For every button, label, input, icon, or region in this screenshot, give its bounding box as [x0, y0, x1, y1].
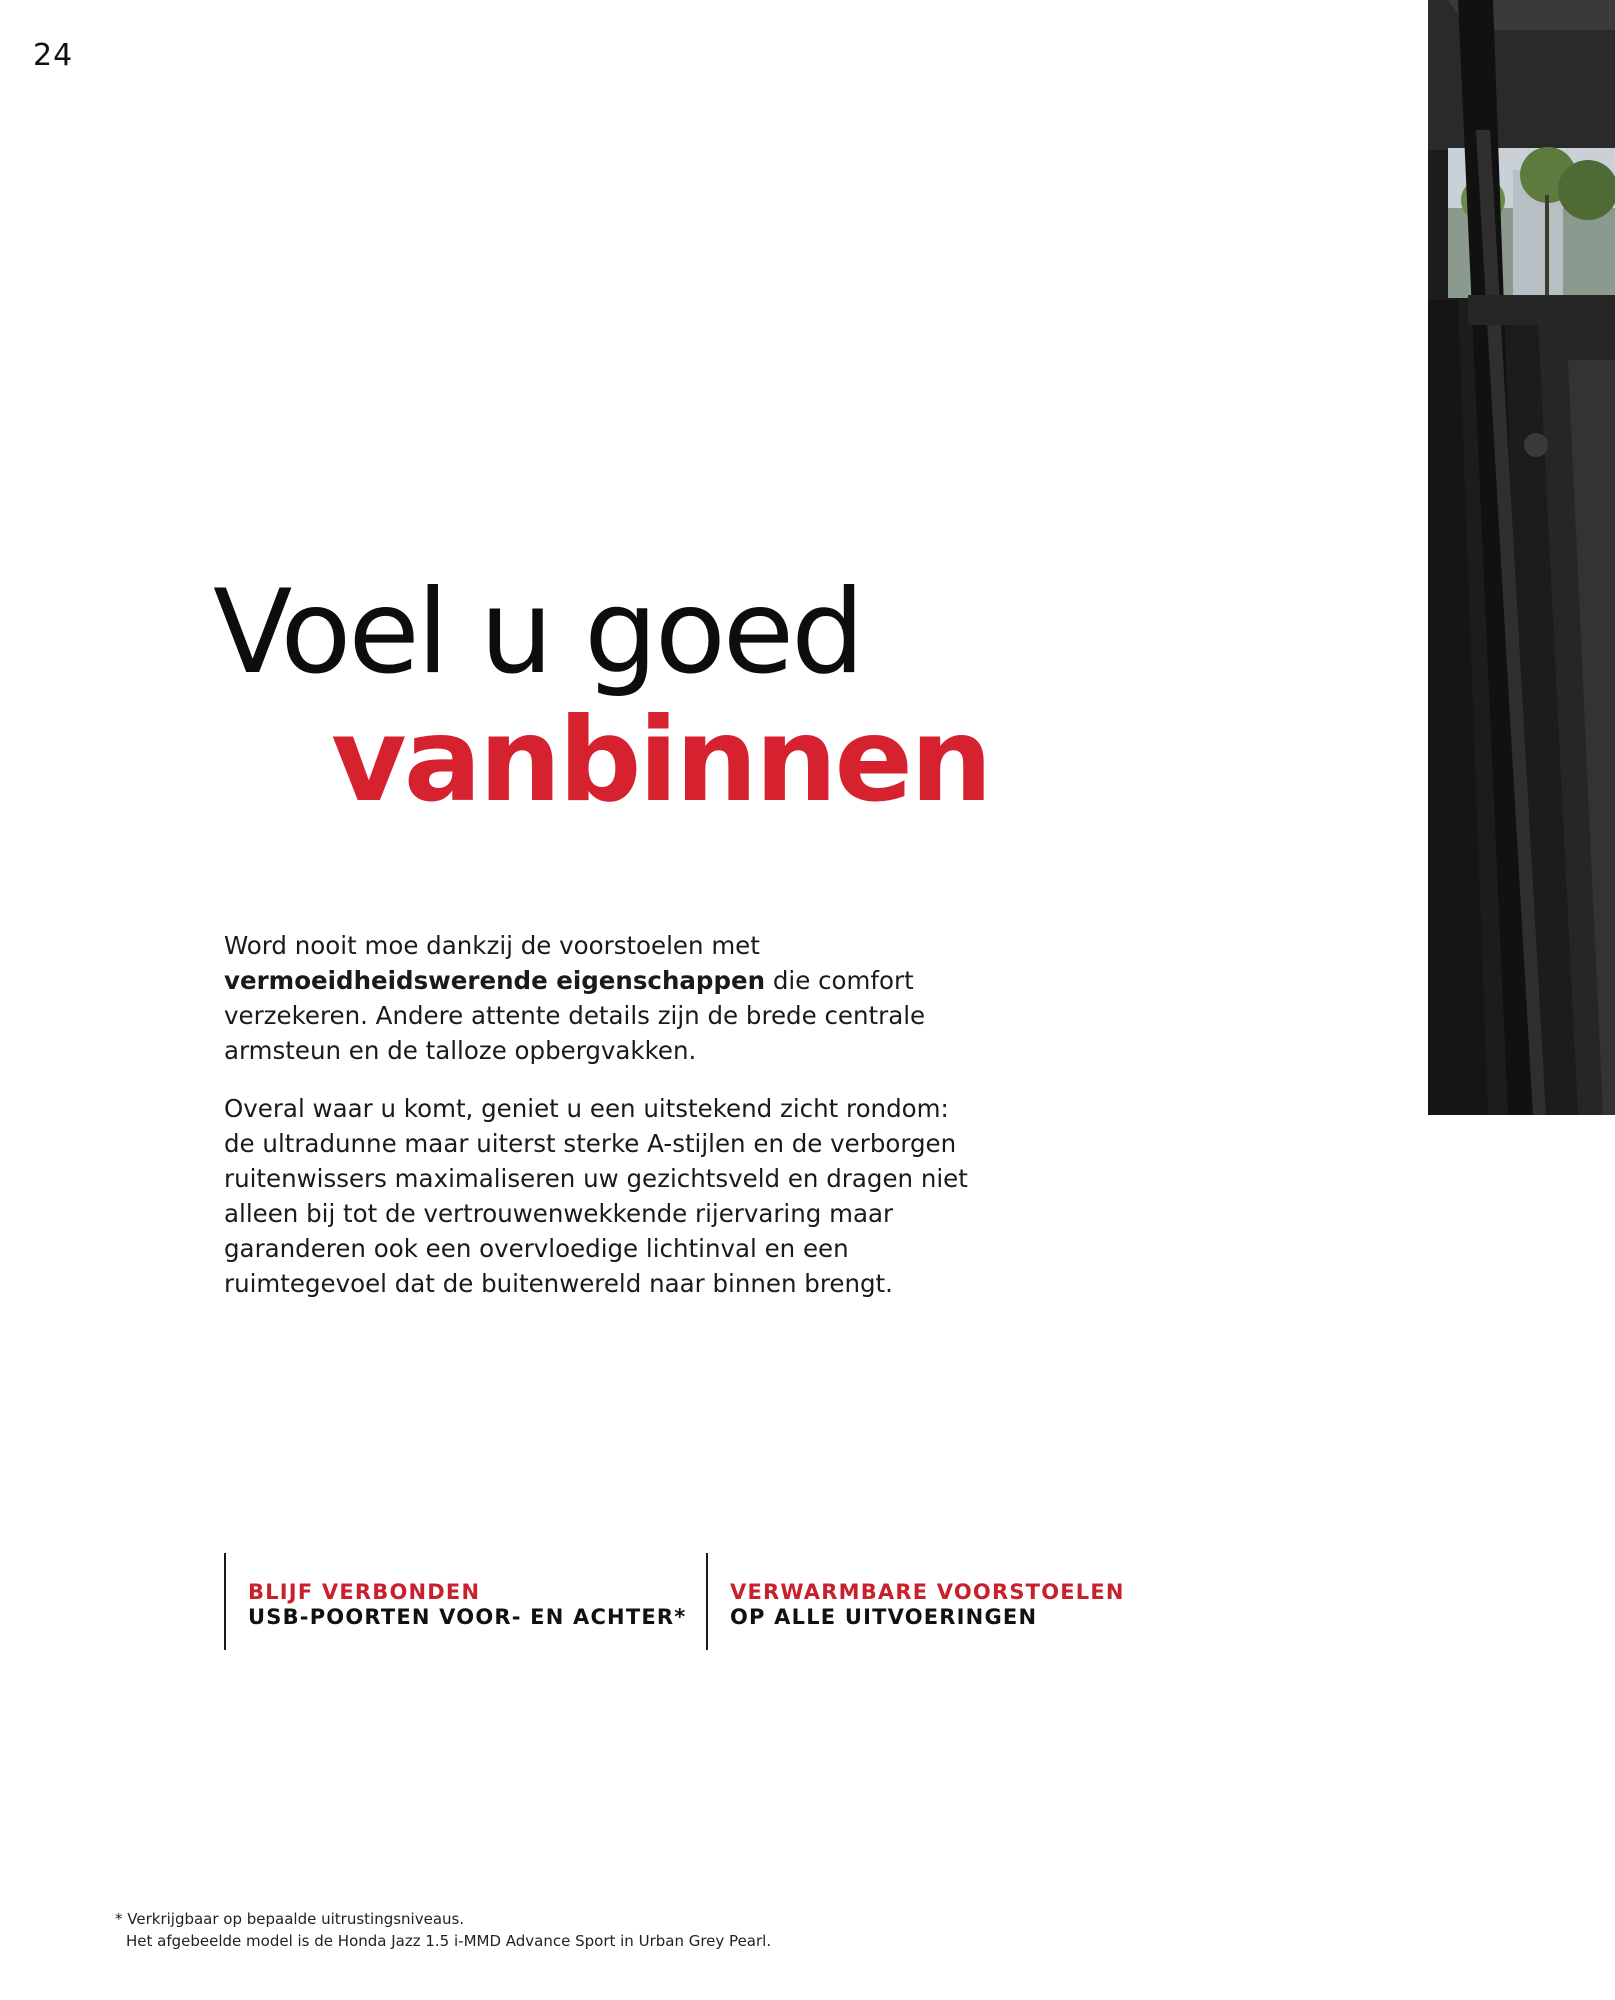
feature-heated-seats-title: VERWARMBARE VOORSTOELEN	[730, 1580, 1125, 1604]
headline	[213, 565, 1113, 828]
body-paragraph-1	[224, 928, 969, 1068]
headline-line-2: vanbinnen	[331, 693, 990, 828]
body-paragraph-2: Overal waar u komt, geniet u een uitstekend zicht rondom: de ultradunne maar uiterst sterke A-stijlen en de verborgen ruitenwissers maximaliseren uw gezichtsveld en dragen niet alleen bij tot de vertrouwenwekkende rijervaring maar garanderen ook een overvloedige lichtinval en een ruimtegevoel dat de buitenwereld naar binnen brengt.	[224, 1094, 968, 1298]
feature-usb-title: BLIJF VERBONDEN	[248, 1580, 481, 1604]
footnote-line-1: * Verkrijgbaar op bepaalde uitrustingsniveaus.	[115, 1910, 465, 1928]
page-number: 24	[33, 38, 74, 73]
paragraph-1-before: Word nooit moe dankzij de voorstoelen met	[224, 931, 760, 960]
feature-usb	[224, 1553, 704, 1650]
footnote-line-2: Het afgebeelde model is de Honda Jazz 1.5 i-MMD Advance Sport in Urban Grey Pearl.	[126, 1932, 772, 1950]
paragraph-1-after: die comfort verzekeren. Andere attente details zijn de brede centrale armsteun en de talloze opbergvakken.	[224, 966, 926, 1065]
feature-usb-subtitle: USB-POORTEN VOOR- EN ACHTER*	[248, 1605, 687, 1629]
feature-heated-seats-subtitle: OP ALLE UITVOERINGEN	[730, 1605, 1038, 1629]
paragraph-1-bold: vermoeidheidswerende eigenschappen	[224, 966, 766, 995]
car-interior-photo	[1428, 0, 1615, 1115]
headline-line-1: Voel u goed	[213, 565, 862, 700]
footnote	[115, 1908, 771, 1952]
body-text	[224, 928, 969, 1324]
feature-heated-seats	[706, 1553, 1226, 1650]
